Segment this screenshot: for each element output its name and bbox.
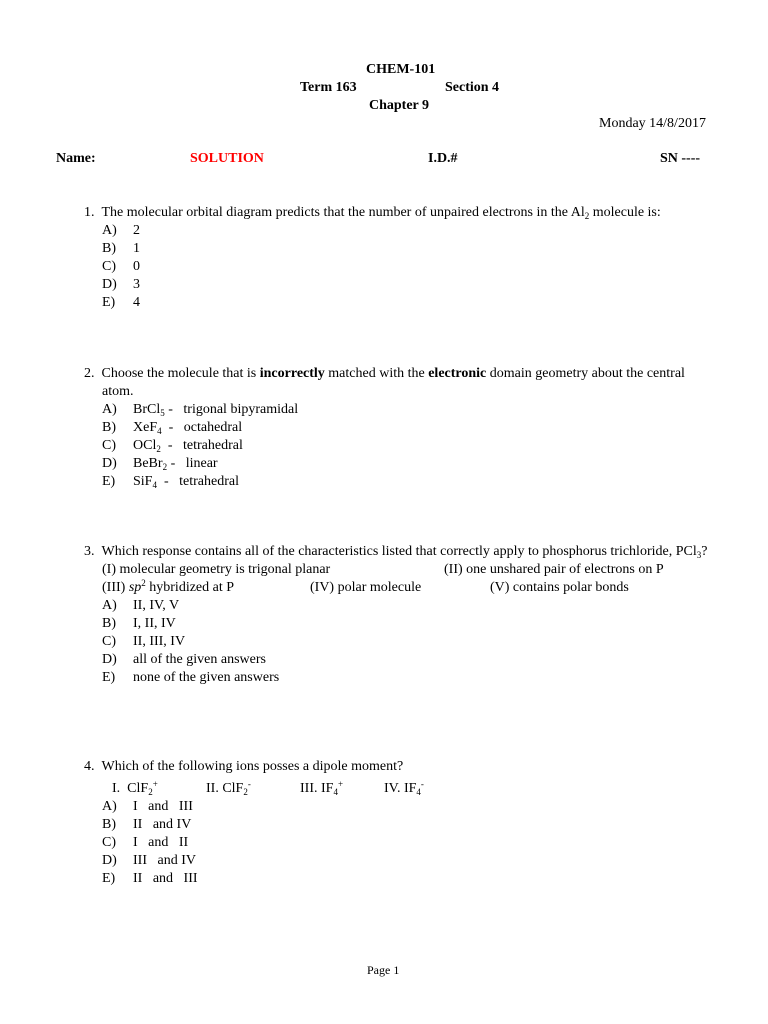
option-a: A) 2 [102, 223, 140, 238]
question-4-stem: 4. Which of the following ions posses a dipole moment? [84, 759, 404, 774]
name-label: Name: [56, 151, 96, 166]
option-b: B) II and IV [102, 817, 192, 832]
option-d: D) 3 [102, 277, 140, 292]
ion-iv: IV. $IF_4^-$ [384, 779, 424, 797]
question-2 [84, 365, 708, 491]
option-e: E) none of the given answers [102, 670, 280, 685]
option-e: E) SiF$_4$ - tetrahedral [102, 474, 239, 490]
question-number: 3. [84, 544, 95, 559]
question-3 [84, 543, 708, 687]
option-b: B) I, II, IV [102, 616, 176, 631]
ion-i: I. ClF$_2$+ [112, 779, 158, 797]
chapter-label: Chapter 9 [369, 98, 430, 113]
option-d: D) BeBr$_2$ - linear [102, 456, 218, 472]
statements-row-1 [84, 561, 708, 579]
section-label: Section 4 [445, 80, 500, 95]
option-c: C) I and II [102, 835, 189, 850]
option-e: E) 4 [102, 295, 140, 310]
option-a: A) II, IV, V [102, 598, 180, 613]
statement-v: (V) contains polar bonds [490, 580, 629, 595]
question-1 [84, 204, 708, 312]
option-d: D) all of the given answers [102, 652, 266, 667]
page-number: Page 1 [367, 963, 400, 977]
statement-iii: (III) $sp^2$ hybridized at P [102, 578, 235, 595]
ion-ii: II. ClF$_2$- [206, 779, 251, 797]
question-number: 2. [84, 366, 95, 381]
option-c: C) OCl$_2$ - tetrahedral [102, 438, 243, 454]
ion-iii: III. $IF_4^+$ [300, 779, 344, 797]
question-number: 4. [84, 759, 95, 774]
statement-i: (I) molecular geometry is trigonal planar [102, 562, 331, 577]
option-c: C) 0 [102, 259, 140, 274]
statement-ii: (II) one unshared pair of electrons on P [444, 562, 664, 577]
statement-iv: (IV) polar molecule [310, 580, 422, 595]
term-label: Term 163 [300, 80, 357, 95]
option-a: A) BrCl$_5$ - trigonal bipyramidal [102, 402, 299, 418]
statements-row-2 [84, 579, 708, 597]
question-1-stem: 1. The molecular orbital diagram predicts that the number of unpaired electrons in the $Al_2$ molecule is: [84, 205, 661, 221]
option-c: C) II, III, IV [102, 634, 186, 649]
question-3-stem: 3. Which response contains all of the characteristics listed that correctly apply to phosphorus trichloride, PCl$_3$? [84, 544, 708, 560]
option-b: B) 1 [102, 241, 140, 256]
name-value: SOLUTION [190, 151, 264, 166]
question-2-stem: 2. Choose the molecule that is incorrectly matched with the electronic domain geometry about the central atom. [84, 366, 685, 399]
question-4 [84, 758, 708, 888]
sn-label: SN ---- [660, 151, 701, 166]
option-a: A) I and III [102, 799, 193, 814]
question-number: 1. [84, 205, 95, 220]
option-d: D) III and IV [102, 853, 196, 868]
course-code: CHEM-101 [366, 62, 436, 77]
option-e: E) II and III [102, 871, 198, 886]
exam-date: Monday 14/8/2017 [599, 116, 706, 131]
id-label: I.D.# [428, 151, 458, 166]
ions-row [84, 776, 708, 798]
option-b: B) XeF$_4$ - octahedral [102, 420, 243, 436]
